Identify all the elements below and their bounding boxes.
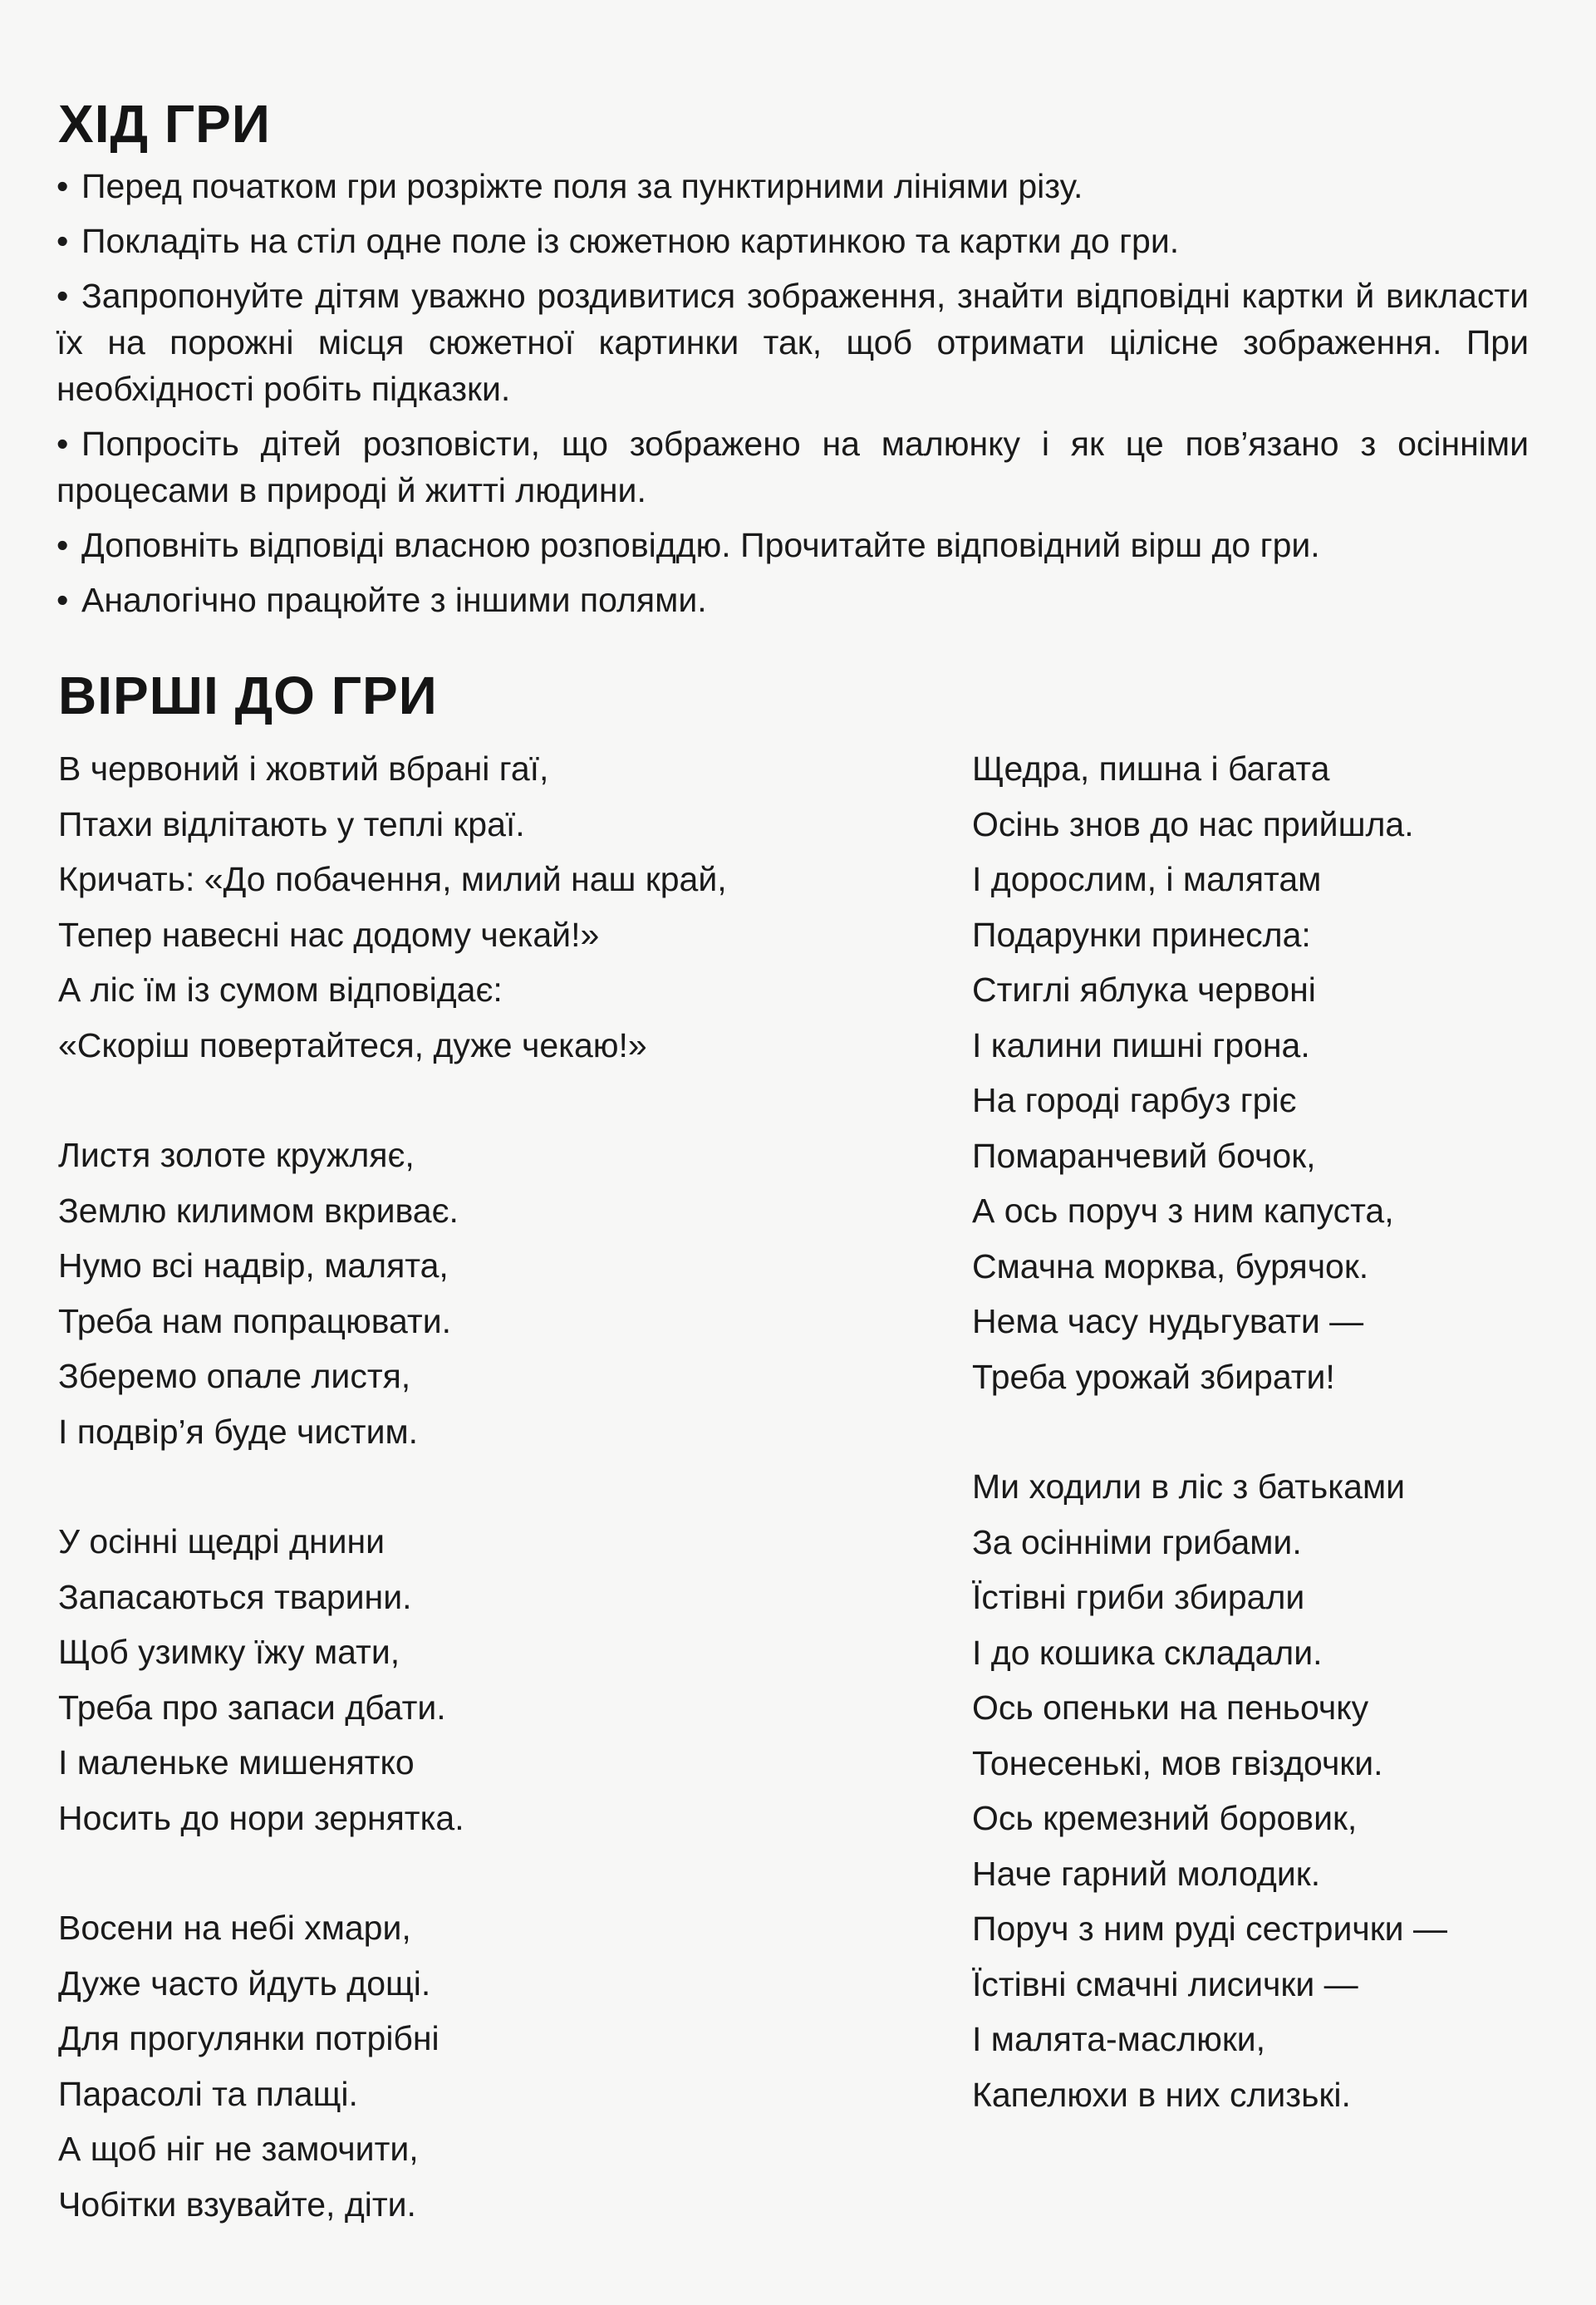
poem-line: Щоб узимку їжу мати, xyxy=(58,1633,400,1671)
poem-line: Щедра, пишна і багата xyxy=(972,749,1330,788)
poem-line: Помаранчевий бочок, xyxy=(972,1136,1316,1175)
poem-stanza xyxy=(972,1459,1554,2122)
poem-line: Осінь знов до нас прийшла. xyxy=(972,804,1414,843)
poem-line: Капелюхи в них слизькі. xyxy=(972,2075,1351,2114)
poem-line: Наче гарний молодик. xyxy=(972,1854,1321,1893)
rule-text: Перед початком гри розріжте поля за пунктирними лініями різу. xyxy=(81,167,1083,205)
poem-line: Треба про запаси дбати. xyxy=(58,1688,446,1727)
poems-right-column xyxy=(972,741,1554,2177)
rule-text: Попросіть дітей розповісти, що зображено на малюнку і як це пов’язано з осінніми процесами в природі й житті людини. xyxy=(56,425,1529,509)
poem-line: Птахи відлітають у теплі краї. xyxy=(58,804,525,843)
poem-line: Зберемо опале листя, xyxy=(58,1357,411,1395)
rules-list xyxy=(56,163,1529,632)
poem-line: Поруч з ним руді сестрички — xyxy=(972,1909,1447,1948)
poem-line: На городі гарбуз гріє xyxy=(972,1081,1297,1119)
poem-line: В червоний і жовтий вбрані гаї, xyxy=(58,749,549,788)
poem-line: Ось кремезний боровик, xyxy=(972,1799,1358,1837)
poem-line: Подарунки принесла: xyxy=(972,915,1311,954)
poem-line: За осінніми грибами. xyxy=(972,1522,1302,1561)
bullet-icon: • xyxy=(56,167,69,205)
poem-line: Тонесенькі, мов гвіздочки. xyxy=(972,1743,1383,1782)
rule-item xyxy=(56,218,1529,264)
poem-line: Нема часу нудьгувати — xyxy=(972,1302,1364,1340)
bullet-icon: • xyxy=(56,581,69,619)
poems-left-column xyxy=(58,741,931,2287)
rules-heading: ХІД ГРИ xyxy=(58,94,271,154)
poem-line: Ми ходили в ліс з батьками xyxy=(972,1467,1406,1506)
bullet-icon: • xyxy=(56,277,69,315)
poem-line: Для прогулянки потрібні xyxy=(58,2019,440,2057)
poem-stanza xyxy=(58,1514,931,1845)
poem-line: І до кошика складали. xyxy=(972,1633,1323,1672)
rule-item xyxy=(56,273,1529,412)
poem-line: Смачна морква, бурячок. xyxy=(972,1246,1369,1285)
poem-line: Дуже часто йдуть дощі. xyxy=(58,1963,431,2003)
poem-line: Чобітки взувайте, діти. xyxy=(58,2185,416,2224)
poem-line: Треба урожай збирати! xyxy=(972,1357,1335,1396)
poem-stanza xyxy=(58,1128,931,1459)
poem-line: Ось опеньки на пеньочку xyxy=(972,1688,1369,1727)
poem-line: Восени на небі хмари, xyxy=(58,1909,411,1947)
poem-stanza xyxy=(58,741,931,1073)
poem-line: Тепер навесні нас додому чекай!» xyxy=(58,915,600,954)
poem-line: Їстівні гриби збирали xyxy=(972,1578,1305,1616)
rule-item xyxy=(56,577,1529,623)
poem-stanza xyxy=(972,741,1554,1404)
poem-line: І малята-маслюки, xyxy=(972,2020,1266,2058)
rule-text: Доповніть відповіді власною розповіддю. Прочитайте відповідний вірш до гри. xyxy=(81,526,1320,564)
rule-item xyxy=(56,420,1529,514)
poem-line: Носить до нори зернятка. xyxy=(58,1798,464,1837)
poem-line: І калини пишні грона. xyxy=(972,1025,1310,1064)
poem-line: «Скоріш повертайтеся, дуже чекаю!» xyxy=(58,1025,647,1064)
poem-line: А ліс їм із сумом відповідає: xyxy=(58,971,503,1009)
poem-line: Землю килимом вкриває. xyxy=(58,1191,459,1230)
poem-line: А щоб ніг не замочити, xyxy=(58,2130,419,2168)
poem-line: Листя золоте кружляє, xyxy=(58,1136,415,1174)
bullet-icon: • xyxy=(56,222,69,260)
poem-line: Нумо всі надвір, малята, xyxy=(58,1246,449,1285)
poem-line: І подвір’я буде чистим. xyxy=(58,1412,419,1451)
bullet-icon: • xyxy=(56,526,69,564)
rule-item xyxy=(56,163,1529,209)
poem-line: Запасаються тварини. xyxy=(58,1577,412,1616)
bullet-icon: • xyxy=(56,425,69,463)
poem-line: Парасолі та плащі. xyxy=(58,2074,358,2113)
poem-line: І дорослим, і малятам xyxy=(972,860,1322,898)
poem-line: Треба нам попрацювати. xyxy=(58,1301,451,1340)
poem-line: І маленьке мишенятко xyxy=(58,1743,415,1782)
rule-text: Покладіть на стіл одне поле із сюжетною картинкою та картки до гри. xyxy=(81,222,1180,260)
poem-line: Кричать: «До побачення, милий наш край, xyxy=(58,860,727,898)
rule-text: Запропонуйте дітям уважно роздивитися зображення, знайти відповідні картки й викласти їх на порожні місця сюжетної картинки так, щоб отримати цілісне зображення. При необхідності робіть підказки. xyxy=(56,277,1529,408)
poem-line: Стиглі яблука червоні xyxy=(972,971,1316,1009)
poem-stanza xyxy=(58,1900,931,2232)
poem-line: А ось поруч з ним капуста, xyxy=(972,1192,1394,1230)
rule-text: Аналогічно працюйте з іншими полями. xyxy=(81,581,707,619)
poems-heading: ВІРШІ ДО ГРИ xyxy=(58,666,438,725)
poem-line: У осінні щедрі днини xyxy=(58,1522,385,1560)
rule-item xyxy=(56,522,1529,568)
poem-line: Їстівні смачні лисички — xyxy=(972,1964,1358,2003)
